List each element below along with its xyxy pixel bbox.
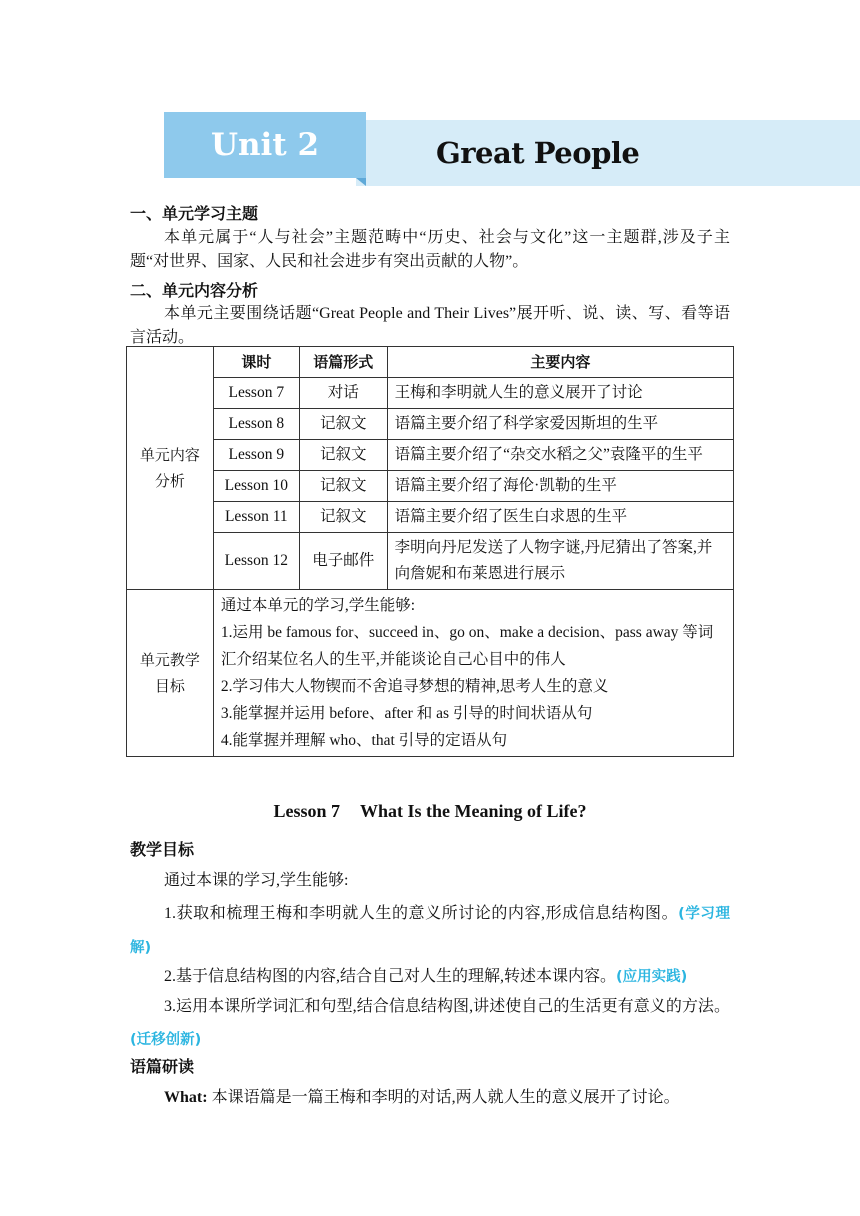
lesson-number: Lesson 7 xyxy=(273,801,340,821)
objective-item xyxy=(130,897,730,965)
table-row xyxy=(127,440,734,471)
unit-table xyxy=(126,346,734,757)
form-cell: 记叙文 xyxy=(299,471,387,502)
unit-label: Unit 2 xyxy=(210,127,320,163)
form-cell: 记叙文 xyxy=(299,409,387,440)
objectives-heading: 教学目标 xyxy=(130,840,195,859)
objectives-intro: 通过本课的学习,学生能够: xyxy=(164,872,349,889)
lesson-title xyxy=(0,798,860,824)
content-cell: 语篇主要介绍了医生白求恩的生平 xyxy=(387,502,733,533)
goal-line: 2.学习伟大人物锲而不舍追寻梦想的精神,思考人生的意义 xyxy=(220,678,609,695)
objective-text: 2.基于信息结构图的内容,结合自己对人生的理解,转述本课内容。 xyxy=(164,968,617,985)
goals-label-cell xyxy=(127,590,214,757)
section1-heading: 一、单元学习主题 xyxy=(130,204,259,223)
table-row xyxy=(127,502,734,533)
section2-text: 本单元主要围绕话题“Great People and Their Lives”展开听、说、读、写、看等语言活动。 xyxy=(130,305,730,346)
objective-tag: (应用实践) xyxy=(616,969,688,985)
what-text: 本课语篇是一篇王梅和李明的对话,两人就人生的意义展开了讨论。 xyxy=(211,1089,680,1106)
analysis-label: 单元内容分析 xyxy=(139,446,200,490)
objective-tag: (迁移创新) xyxy=(130,1032,202,1048)
content-cell: 语篇主要介绍了科学家爱因斯坦的生平 xyxy=(387,409,733,440)
lesson-cell: Lesson 9 xyxy=(213,440,299,471)
goal-line: 1.运用 be famous for、succeed in、go on、make a decision、pass away 等词汇介绍某位名人的生平,并能谈论自己心目中的伟人 xyxy=(220,624,714,668)
goals-row xyxy=(127,590,734,757)
content-cell: 李明向丹尼发送了人物字谜,丹尼猜出了答案,并向詹妮和布莱恩进行展示 xyxy=(387,533,733,590)
content-cell: 语篇主要介绍了海伦·凯勒的生平 xyxy=(387,471,733,502)
header-content: 主要内容 xyxy=(387,347,733,378)
goal-line: 3.能掌握并运用 before、after 和 as 引导的时间状语从句 xyxy=(220,705,593,722)
lesson-cell: Lesson 7 xyxy=(213,378,299,409)
what-paragraph xyxy=(130,1081,730,1114)
lesson-name: What Is the Meaning of Life? xyxy=(360,801,587,821)
objective-tag: (学习理解) xyxy=(130,906,730,956)
section1-text: 本单元属于“人与社会”主题范畴中“历史、社会与文化”这一主题群,涉及子主题“对世界、国家、人民和社会进步有突出贡献的人物”。 xyxy=(130,229,730,270)
goal-line: 通过本单元的学习,学生能够: xyxy=(220,597,416,614)
objective-text: 3.运用本课所学词汇和句型,结合信息结构图,讲述使自己的生活更有意义的方法。 xyxy=(164,998,730,1015)
table-row xyxy=(127,471,734,502)
analysis-label-cell xyxy=(127,347,214,590)
study-heading: 语篇研读 xyxy=(130,1057,195,1076)
banner-notch xyxy=(356,178,366,186)
goal-line: 4.能掌握并理解 who、that 引导的定语从句 xyxy=(220,732,508,749)
what-label: What: xyxy=(164,1089,208,1106)
content-cell: 语篇主要介绍了“杂交水稻之父”袁隆平的生平 xyxy=(387,440,733,471)
header-form: 语篇形式 xyxy=(299,347,387,378)
lesson-cell: Lesson 10 xyxy=(213,471,299,502)
table-row xyxy=(127,409,734,440)
objective-item xyxy=(130,960,730,994)
form-cell: 记叙文 xyxy=(299,440,387,471)
table-header-row xyxy=(127,347,734,378)
unit-title: Great People xyxy=(436,136,640,170)
goals-label: 单元教学目标 xyxy=(139,651,200,695)
content-cell: 王梅和李明就人生的意义展开了讨论 xyxy=(387,378,733,409)
lesson-cell: Lesson 12 xyxy=(213,533,299,590)
form-cell: 电子邮件 xyxy=(299,533,387,590)
goals-cell xyxy=(213,590,733,757)
table-row xyxy=(127,378,734,409)
header-lesson: 课时 xyxy=(213,347,299,378)
table-row xyxy=(127,533,734,590)
form-cell: 记叙文 xyxy=(299,502,387,533)
lesson-cell: Lesson 8 xyxy=(213,409,299,440)
objective-item xyxy=(130,990,730,1057)
section2-heading: 二、单元内容分析 xyxy=(130,281,259,300)
lesson-cell: Lesson 11 xyxy=(213,502,299,533)
objective-text: 1.获取和梳理王梅和李明就人生的意义所讨论的内容,形成信息结构图。 xyxy=(164,905,679,922)
form-cell: 对话 xyxy=(299,378,387,409)
